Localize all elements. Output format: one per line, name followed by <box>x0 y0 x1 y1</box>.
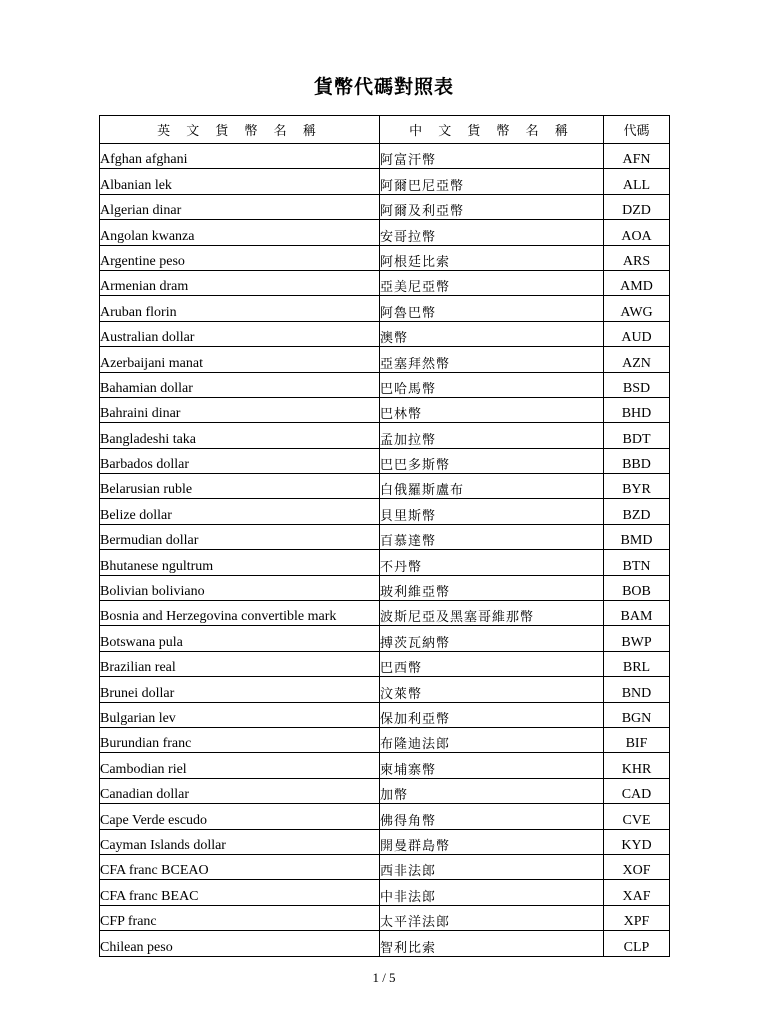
chinese-name-cell: 阿爾巴尼亞幣 <box>380 169 604 194</box>
english-name-cell: Bangladeshi taka <box>100 423 380 448</box>
chinese-name-cell: 加幣 <box>380 778 604 803</box>
currency-code-cell: CAD <box>604 778 670 803</box>
chinese-name-cell: 柬埔寨幣 <box>380 753 604 778</box>
chinese-name-cell: 佛得角幣 <box>380 804 604 829</box>
chinese-name-cell: 澳幣 <box>380 321 604 346</box>
english-name-cell: Burundian franc <box>100 727 380 752</box>
table-row <box>100 829 670 854</box>
table-row <box>100 499 670 524</box>
header-code: 代碼 <box>604 116 670 144</box>
english-name-cell: Australian dollar <box>100 321 380 346</box>
table-row <box>100 727 670 752</box>
english-name-cell: Chilean peso <box>100 931 380 956</box>
table-row <box>100 245 670 270</box>
chinese-name-cell: 白俄羅斯盧布 <box>380 474 604 499</box>
currency-code-cell: XAF <box>604 880 670 905</box>
table-row <box>100 854 670 879</box>
chinese-name-cell: 百慕達幣 <box>380 524 604 549</box>
table-row <box>100 372 670 397</box>
currency-code-cell: BSD <box>604 372 670 397</box>
table-row <box>100 220 670 245</box>
english-name-cell: Cambodian riel <box>100 753 380 778</box>
currency-code-cell: BMD <box>604 524 670 549</box>
english-name-cell: CFA franc BCEAO <box>100 854 380 879</box>
english-name-cell: Brunei dollar <box>100 677 380 702</box>
table-row <box>100 702 670 727</box>
english-name-cell: Bolivian boliviano <box>100 575 380 600</box>
currency-table <box>99 115 670 957</box>
currency-code-cell: BRL <box>604 651 670 676</box>
english-name-cell: Angolan kwanza <box>100 220 380 245</box>
table-row <box>100 677 670 702</box>
table-row <box>100 931 670 956</box>
currency-code-cell: CVE <box>604 804 670 829</box>
chinese-name-cell: 巴林幣 <box>380 397 604 422</box>
chinese-name-cell: 中非法郎 <box>380 880 604 905</box>
chinese-name-cell: 波斯尼亞及黑塞哥維那幣 <box>380 601 604 626</box>
currency-code-cell: AUD <box>604 321 670 346</box>
table-row <box>100 448 670 473</box>
currency-code-cell: AWG <box>604 296 670 321</box>
table-row <box>100 347 670 372</box>
table-row <box>100 524 670 549</box>
currency-code-cell: BTN <box>604 550 670 575</box>
currency-code-cell: BAM <box>604 601 670 626</box>
currency-code-cell: KHR <box>604 753 670 778</box>
english-name-cell: Belarusian ruble <box>100 474 380 499</box>
english-name-cell: CFA franc BEAC <box>100 880 380 905</box>
table-row <box>100 474 670 499</box>
english-name-cell: Cayman Islands dollar <box>100 829 380 854</box>
currency-code-cell: AOA <box>604 220 670 245</box>
english-name-cell: Afghan afghani <box>100 144 380 169</box>
english-name-cell: Barbados dollar <box>100 448 380 473</box>
table-row <box>100 880 670 905</box>
currency-code-cell: KYD <box>604 829 670 854</box>
english-name-cell: Canadian dollar <box>100 778 380 803</box>
english-name-cell: Bulgarian lev <box>100 702 380 727</box>
table-row <box>100 270 670 295</box>
english-name-cell: Albanian lek <box>100 169 380 194</box>
table-row <box>100 194 670 219</box>
currency-code-cell: BDT <box>604 423 670 448</box>
english-name-cell: Azerbaijani manat <box>100 347 380 372</box>
chinese-name-cell: 亞塞拜然幣 <box>380 347 604 372</box>
currency-code-cell: DZD <box>604 194 670 219</box>
currency-code-cell: BND <box>604 677 670 702</box>
english-name-cell: Algerian dinar <box>100 194 380 219</box>
english-name-cell: Aruban florin <box>100 296 380 321</box>
currency-code-cell: BZD <box>604 499 670 524</box>
english-name-cell: Botswana pula <box>100 626 380 651</box>
chinese-name-cell: 西非法郎 <box>380 854 604 879</box>
chinese-name-cell: 巴巴多斯幣 <box>380 448 604 473</box>
currency-code-cell: BGN <box>604 702 670 727</box>
table-row <box>100 601 670 626</box>
english-name-cell: CFP franc <box>100 905 380 930</box>
header-english-name: 英 文 貨 幣 名 稱 <box>100 116 380 144</box>
currency-code-cell: ALL <box>604 169 670 194</box>
chinese-name-cell: 汶萊幣 <box>380 677 604 702</box>
chinese-name-cell: 貝里斯幣 <box>380 499 604 524</box>
english-name-cell: Bosnia and Herzegovina convertible mark <box>100 601 380 626</box>
table-row <box>100 651 670 676</box>
english-name-cell: Argentine peso <box>100 245 380 270</box>
currency-code-cell: AFN <box>604 144 670 169</box>
table-row <box>100 550 670 575</box>
chinese-name-cell: 孟加拉幣 <box>380 423 604 448</box>
chinese-name-cell: 開曼群島幣 <box>380 829 604 854</box>
table-row <box>100 296 670 321</box>
table-header-row <box>100 116 670 144</box>
chinese-name-cell: 阿魯巴幣 <box>380 296 604 321</box>
chinese-name-cell: 玻利維亞幣 <box>380 575 604 600</box>
currency-code-cell: BHD <box>604 397 670 422</box>
chinese-name-cell: 安哥拉幣 <box>380 220 604 245</box>
chinese-name-cell: 阿根廷比索 <box>380 245 604 270</box>
table-row <box>100 397 670 422</box>
english-name-cell: Cape Verde escudo <box>100 804 380 829</box>
currency-code-cell: CLP <box>604 931 670 956</box>
table-row <box>100 753 670 778</box>
chinese-name-cell: 保加利亞幣 <box>380 702 604 727</box>
table-row <box>100 804 670 829</box>
english-name-cell: Brazilian real <box>100 651 380 676</box>
page-title: 貨幣代碼對照表 <box>313 76 454 98</box>
table-row <box>100 626 670 651</box>
english-name-cell: Bermudian dollar <box>100 524 380 549</box>
currency-code-cell: BIF <box>604 727 670 752</box>
header-chinese-name: 中 文 貨 幣 名 稱 <box>380 116 604 144</box>
table-row <box>100 169 670 194</box>
table-row <box>100 321 670 346</box>
table-row <box>100 423 670 448</box>
currency-code-cell: AZN <box>604 347 670 372</box>
chinese-name-cell: 搏茨瓦納幣 <box>380 626 604 651</box>
currency-code-cell: AMD <box>604 270 670 295</box>
currency-code-cell: BYR <box>604 474 670 499</box>
english-name-cell: Belize dollar <box>100 499 380 524</box>
table-row <box>100 905 670 930</box>
currency-code-cell: XPF <box>604 905 670 930</box>
chinese-name-cell: 阿爾及利亞幣 <box>380 194 604 219</box>
chinese-name-cell: 阿富汗幣 <box>380 144 604 169</box>
table-row <box>100 778 670 803</box>
currency-code-cell: XOF <box>604 854 670 879</box>
chinese-name-cell: 布隆迪法郎 <box>380 727 604 752</box>
chinese-name-cell: 智利比索 <box>380 931 604 956</box>
currency-code-cell: BOB <box>604 575 670 600</box>
chinese-name-cell: 不丹幣 <box>380 550 604 575</box>
chinese-name-cell: 巴西幣 <box>380 651 604 676</box>
chinese-name-cell: 太平洋法郎 <box>380 905 604 930</box>
page-number: 1 / 5 <box>372 970 396 985</box>
table-row <box>100 575 670 600</box>
chinese-name-cell: 亞美尼亞幣 <box>380 270 604 295</box>
english-name-cell: Armenian dram <box>100 270 380 295</box>
currency-code-cell: ARS <box>604 245 670 270</box>
english-name-cell: Bhutanese ngultrum <box>100 550 380 575</box>
currency-code-cell: BWP <box>604 626 670 651</box>
table-row <box>100 144 670 169</box>
english-name-cell: Bahamian dollar <box>100 372 380 397</box>
chinese-name-cell: 巴哈馬幣 <box>380 372 604 397</box>
english-name-cell: Bahraini dinar <box>100 397 380 422</box>
currency-code-cell: BBD <box>604 448 670 473</box>
